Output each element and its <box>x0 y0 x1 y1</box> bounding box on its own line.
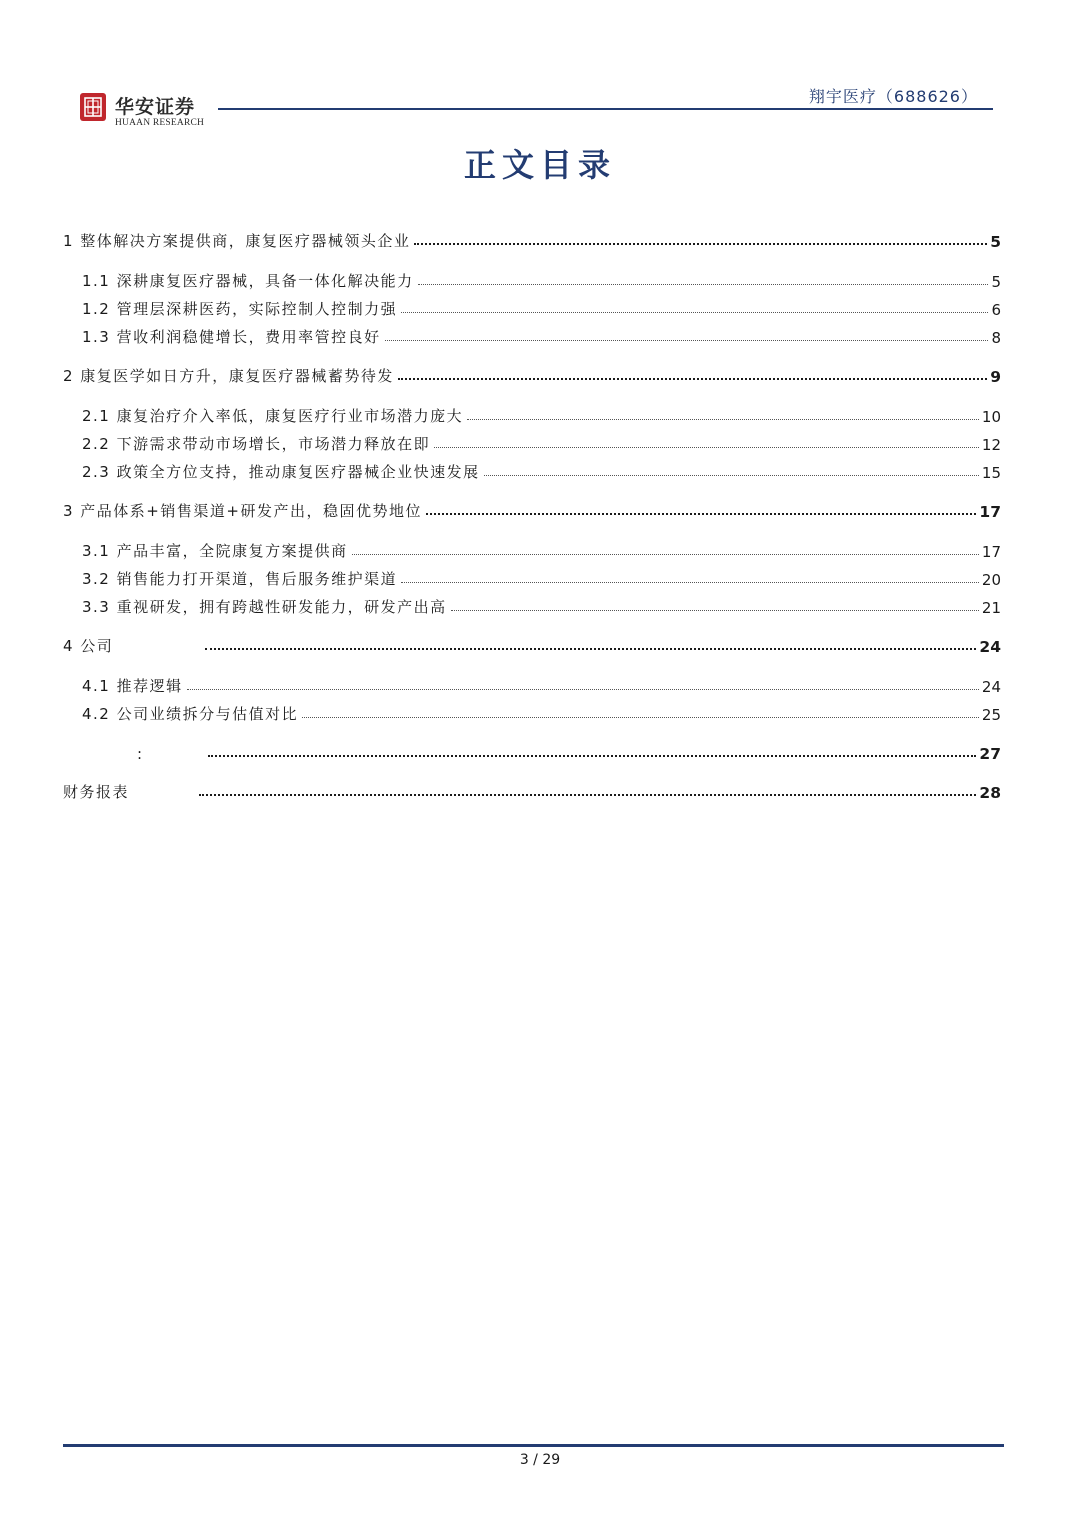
toc-entry-page-number: 27 <box>979 745 1001 763</box>
toc-dot-leader <box>352 554 979 555</box>
toc-entry[interactable] <box>82 593 1001 617</box>
toc-entry[interactable] <box>82 295 1001 319</box>
toc-entry-label: 3.2 销售能力打开渠道，售后服务维护渠道 <box>82 570 398 588</box>
toc-dot-leader <box>398 378 987 380</box>
toc-entry-label: 1 整体解决方案提供商，康复医疗器械领头企业 <box>63 232 411 250</box>
page-title: 正文目录 <box>463 146 616 184</box>
header-divider <box>218 108 993 110</box>
toc-entry[interactable] <box>63 632 1001 656</box>
footer-divider <box>63 1444 1004 1447</box>
toc-dot-leader <box>205 648 976 650</box>
toc-entry-label: 1.2 管理层深耕医药，实际控制人控制力强 <box>82 300 398 318</box>
toc-entry[interactable] <box>82 672 1001 696</box>
toc-entry-page-number: 15 <box>981 464 1001 482</box>
toc-entry-page-number: 8 <box>991 329 1001 347</box>
toc-entry-page-number: 9 <box>990 368 1001 386</box>
toc-entry-label: 4.1 推荐逻辑 <box>82 677 183 695</box>
page-header <box>0 0 1080 140</box>
toc-entry[interactable] <box>82 430 1001 454</box>
toc-entry-label: 2 康复医学如日方升，康复医疗器械蓄势待发 <box>63 367 394 385</box>
toc-entry-label: 3.1 产品丰富，全院康复方案提供商 <box>82 542 348 560</box>
logo-english-text: HUAAN RESEARCH <box>115 118 205 128</box>
toc-entry[interactable] <box>63 778 1001 802</box>
toc-entry-page-number: 12 <box>981 436 1001 454</box>
toc-entry-label: 3 产品体系+销售渠道+研发产出，稳固优势地位 <box>63 502 422 520</box>
toc-entry[interactable] <box>82 458 1001 482</box>
toc-entry-page-number: 5 <box>990 233 1001 251</box>
toc-entry-label: 1.1 深耕康复医疗器械，具备一体化解决能力 <box>82 272 414 290</box>
logo-chinese-text: 华安证券 <box>115 96 196 118</box>
toc-entry-page-number: 21 <box>981 599 1001 617</box>
toc-entry[interactable] <box>82 537 1001 561</box>
toc-entry-label: 4 公司 <box>63 637 114 655</box>
toc-entry-label: 2.2 下游需求带动市场增长，市场潜力释放在即 <box>82 435 431 453</box>
toc-dot-leader <box>401 312 988 313</box>
toc-dot-leader <box>385 340 989 341</box>
toc-entry-label: : <box>137 745 144 763</box>
toc-entry-page-number: 24 <box>979 638 1001 656</box>
toc-dot-leader <box>484 475 979 476</box>
toc-dot-leader <box>208 755 977 757</box>
toc-entry-label: 2.1 康复治疗介入率低，康复医疗行业市场潜力庞大 <box>82 407 464 425</box>
toc-entry[interactable] <box>63 227 1001 251</box>
toc-dot-leader <box>187 689 979 690</box>
toc-entry[interactable] <box>63 497 1001 521</box>
toc-entry-page-number: 28 <box>979 784 1001 802</box>
toc-entry-page-number: 17 <box>979 503 1001 521</box>
toc-entry-page-number: 6 <box>991 301 1001 319</box>
toc-dot-leader <box>434 447 979 448</box>
toc-dot-leader <box>199 794 976 796</box>
toc-dot-leader <box>451 610 979 611</box>
toc-entry[interactable] <box>63 362 1001 386</box>
toc-dot-leader <box>414 243 987 245</box>
toc-dot-leader <box>401 582 979 583</box>
page-number: 3 / 29 <box>519 1452 561 1468</box>
toc-entry[interactable] <box>82 323 1001 347</box>
toc-entry-page-number: 25 <box>981 706 1001 724</box>
toc-entry-page-number: 17 <box>981 543 1001 561</box>
toc-entry[interactable] <box>82 402 1001 426</box>
toc-entry[interactable] <box>82 267 1001 291</box>
toc-entry[interactable] <box>82 700 1001 724</box>
toc-entry[interactable] <box>82 565 1001 589</box>
huaan-logo-icon <box>80 93 106 121</box>
toc-entry-label: 3.3 重视研发，拥有跨越性研发能力，研发产出高 <box>82 598 447 616</box>
toc-entry-page-number: 10 <box>981 408 1001 426</box>
toc-dot-leader <box>302 717 979 718</box>
toc-entry-label: 财务报表 <box>63 783 130 801</box>
toc-entry-label: 4.2 公司业绩拆分与估值对比 <box>82 705 299 723</box>
toc-entry-label: 1.3 营收利润稳健增长，费用率管控良好 <box>82 328 381 346</box>
toc-entry-label: 2.3 政策全方位支持，推动康复医疗器械企业快速发展 <box>82 463 480 481</box>
toc-dot-leader <box>426 513 976 515</box>
toc-entry-page-number: 24 <box>981 678 1001 696</box>
company-name: 翔宇医疗（688626） <box>808 87 978 106</box>
toc-entry[interactable] <box>63 739 1001 763</box>
toc-entry-page-number: 20 <box>981 571 1001 589</box>
toc-entry-page-number: 5 <box>991 273 1001 291</box>
toc-dot-leader <box>418 284 989 285</box>
toc-dot-leader <box>467 419 979 420</box>
